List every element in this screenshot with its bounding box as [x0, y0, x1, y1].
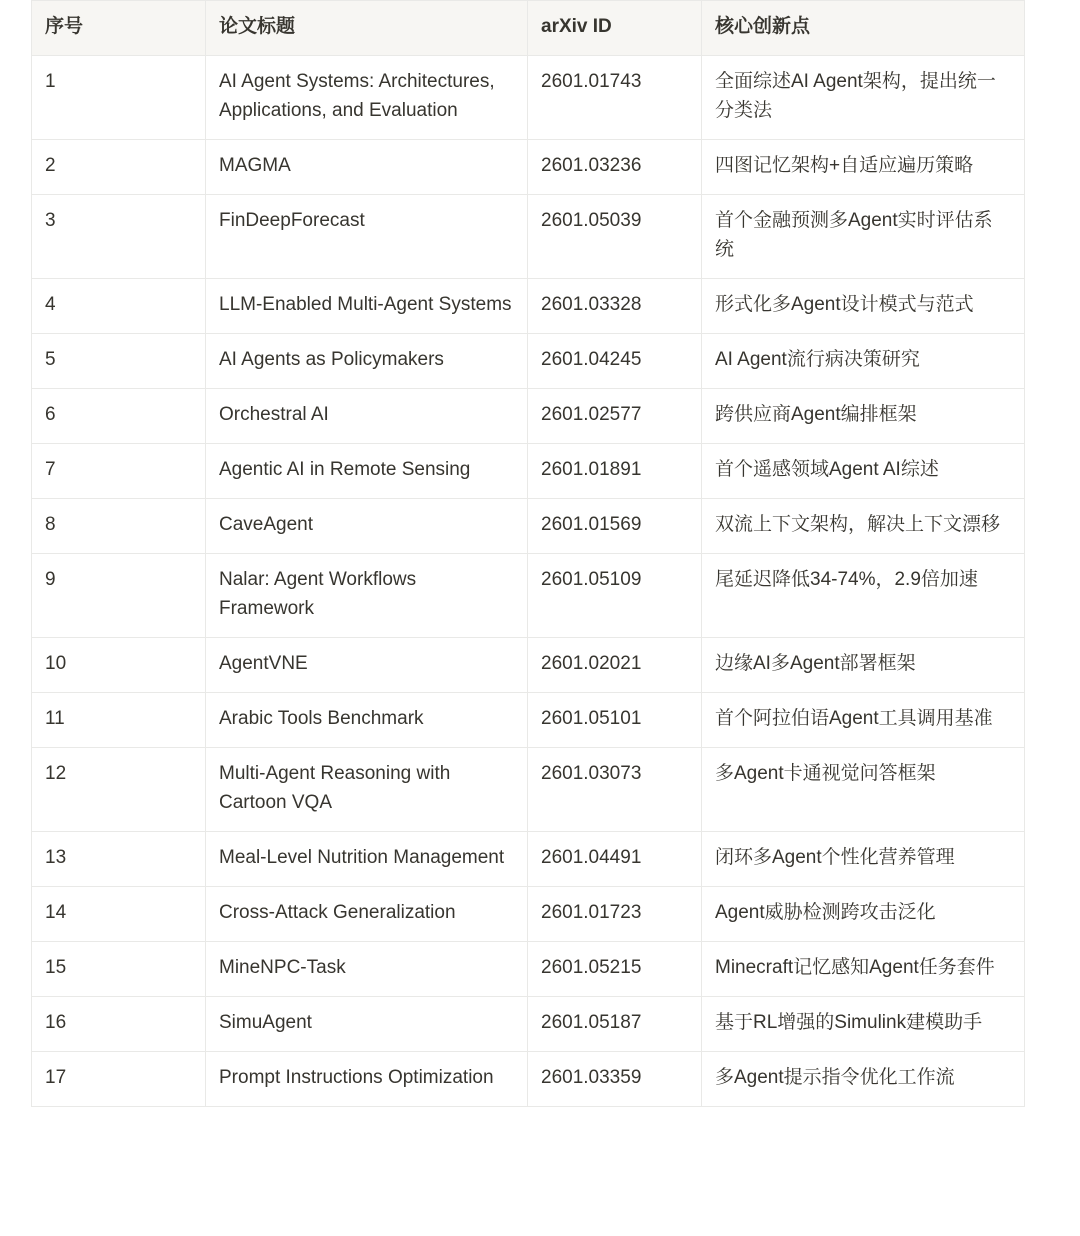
cell-index: 2 — [32, 140, 206, 195]
cell-arxiv-id: 2601.04245 — [528, 334, 702, 389]
cell-paper-title: FinDeepForecast — [206, 195, 528, 279]
cell-arxiv-id: 2601.03359 — [528, 1052, 702, 1107]
cell-paper-title: LLM-Enabled Multi-Agent Systems — [206, 279, 528, 334]
table-row — [32, 832, 1025, 887]
table-row — [32, 997, 1025, 1052]
table-row — [32, 389, 1025, 444]
header-core-innovation: 核心创新点 — [702, 1, 1025, 56]
cell-index: 11 — [32, 693, 206, 748]
cell-index: 17 — [32, 1052, 206, 1107]
cell-arxiv-id: 2601.02577 — [528, 389, 702, 444]
table-row — [32, 748, 1025, 832]
cell-index: 3 — [32, 195, 206, 279]
cell-arxiv-id: 2601.05109 — [528, 554, 702, 638]
cell-arxiv-id: 2601.03073 — [528, 748, 702, 832]
table-row — [32, 638, 1025, 693]
cell-paper-title: Agentic AI in Remote Sensing — [206, 444, 528, 499]
papers-table — [31, 0, 1025, 1107]
cell-index: 15 — [32, 942, 206, 997]
cell-core-innovation: 跨供应商Agent编排框架 — [702, 389, 1025, 444]
header-paper-title: 论文标题 — [206, 1, 528, 56]
cell-index: 5 — [32, 334, 206, 389]
cell-paper-title: MAGMA — [206, 140, 528, 195]
table-row — [32, 56, 1025, 140]
cell-paper-title: CaveAgent — [206, 499, 528, 554]
cell-arxiv-id: 2601.02021 — [528, 638, 702, 693]
cell-paper-title: Meal-Level Nutrition Management — [206, 832, 528, 887]
cell-paper-title: Prompt Instructions Optimization — [206, 1052, 528, 1107]
table-row — [32, 334, 1025, 389]
cell-paper-title: Orchestral AI — [206, 389, 528, 444]
cell-index: 8 — [32, 499, 206, 554]
cell-index: 14 — [32, 887, 206, 942]
cell-arxiv-id: 2601.05101 — [528, 693, 702, 748]
table-row — [32, 693, 1025, 748]
cell-arxiv-id: 2601.01743 — [528, 56, 702, 140]
cell-paper-title: Nalar: Agent Workflows Framework — [206, 554, 528, 638]
table-header-row — [32, 1, 1025, 56]
table-row — [32, 942, 1025, 997]
cell-core-innovation: 四图记忆架构+自适应遍历策略 — [702, 140, 1025, 195]
cell-index: 1 — [32, 56, 206, 140]
cell-index: 4 — [32, 279, 206, 334]
cell-paper-title: Cross-Attack Generalization — [206, 887, 528, 942]
cell-paper-title: AI Agent Systems: Architectures, Applications, and Evaluation — [206, 56, 528, 140]
cell-core-innovation: 首个金融预测多Agent实时评估系统 — [702, 195, 1025, 279]
table-row — [32, 279, 1025, 334]
table-row — [32, 554, 1025, 638]
cell-core-innovation: 全面综述AI Agent架构，提出统一分类法 — [702, 56, 1025, 140]
cell-arxiv-id: 2601.01891 — [528, 444, 702, 499]
header-arxiv-id: arXiv ID — [528, 1, 702, 56]
cell-arxiv-id: 2601.01569 — [528, 499, 702, 554]
cell-core-innovation: 首个阿拉伯语Agent工具调用基准 — [702, 693, 1025, 748]
cell-paper-title: Arabic Tools Benchmark — [206, 693, 528, 748]
table-row — [32, 195, 1025, 279]
cell-arxiv-id: 2601.03328 — [528, 279, 702, 334]
cell-core-innovation: 基于RL增强的Simulink建模助手 — [702, 997, 1025, 1052]
header-index: 序号 — [32, 1, 206, 56]
papers-table-container — [31, 0, 1024, 1107]
cell-core-innovation: 多Agent卡通视觉问答框架 — [702, 748, 1025, 832]
cell-core-innovation: Minecraft记忆感知Agent任务套件 — [702, 942, 1025, 997]
cell-core-innovation: 双流上下文架构，解决上下文漂移 — [702, 499, 1025, 554]
cell-paper-title: Multi-Agent Reasoning with Cartoon VQA — [206, 748, 528, 832]
cell-paper-title: AgentVNE — [206, 638, 528, 693]
cell-index: 12 — [32, 748, 206, 832]
cell-core-innovation: Agent威胁检测跨攻击泛化 — [702, 887, 1025, 942]
cell-index: 13 — [32, 832, 206, 887]
cell-core-innovation: 多Agent提示指令优化工作流 — [702, 1052, 1025, 1107]
cell-index: 6 — [32, 389, 206, 444]
cell-core-innovation: 尾延迟降低34-74%，2.9倍加速 — [702, 554, 1025, 638]
cell-index: 7 — [32, 444, 206, 499]
cell-core-innovation: 形式化多Agent设计模式与范式 — [702, 279, 1025, 334]
cell-core-innovation: 首个遥感领域Agent AI综述 — [702, 444, 1025, 499]
cell-index: 16 — [32, 997, 206, 1052]
cell-core-innovation: 边缘AI多Agent部署框架 — [702, 638, 1025, 693]
cell-arxiv-id: 2601.03236 — [528, 140, 702, 195]
cell-index: 9 — [32, 554, 206, 638]
table-row — [32, 1052, 1025, 1107]
cell-paper-title: AI Agents as Policymakers — [206, 334, 528, 389]
cell-paper-title: SimuAgent — [206, 997, 528, 1052]
cell-core-innovation: AI Agent流行病决策研究 — [702, 334, 1025, 389]
cell-paper-title: MineNPC-Task — [206, 942, 528, 997]
cell-arxiv-id: 2601.05039 — [528, 195, 702, 279]
cell-arxiv-id: 2601.05187 — [528, 997, 702, 1052]
table-row — [32, 140, 1025, 195]
table-row — [32, 887, 1025, 942]
cell-arxiv-id: 2601.05215 — [528, 942, 702, 997]
cell-core-innovation: 闭环多Agent个性化营养管理 — [702, 832, 1025, 887]
table-row — [32, 499, 1025, 554]
cell-arxiv-id: 2601.04491 — [528, 832, 702, 887]
table-body — [32, 56, 1025, 1107]
cell-arxiv-id: 2601.01723 — [528, 887, 702, 942]
table-row — [32, 444, 1025, 499]
cell-index: 10 — [32, 638, 206, 693]
